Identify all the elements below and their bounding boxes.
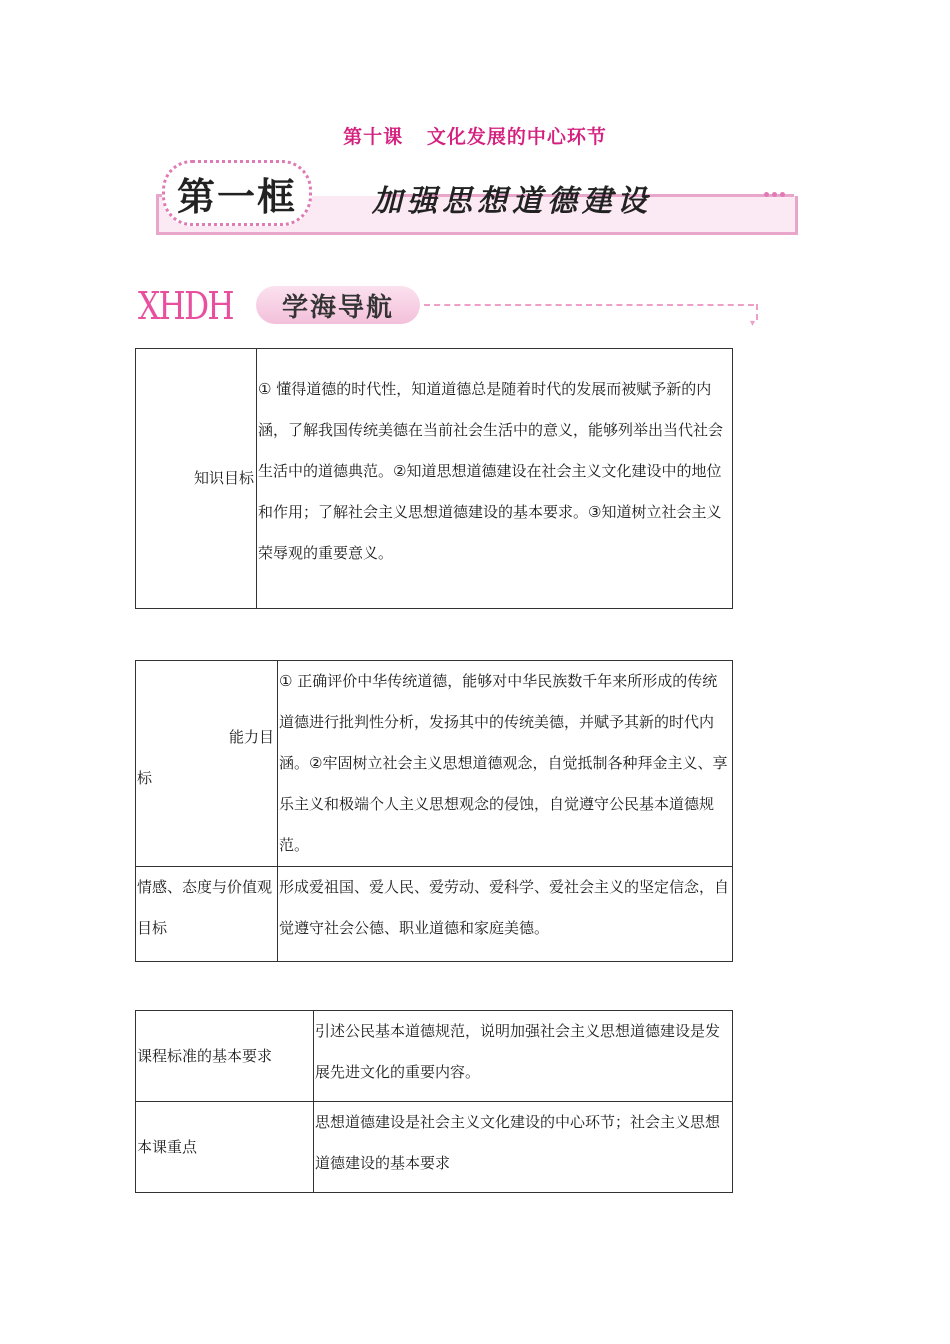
table-row bbox=[136, 1011, 733, 1102]
row-content: 引述公民基本道德规范，说明加强社会主义思想道德建设是发展先进文化的重要内容。 bbox=[314, 1011, 733, 1102]
row-content: ① 懂得道德的时代性，知道道德总是随着时代的发展而被赋予新的内涵，了解我国传统美德在当前社会生活中的意义，能够列举出当代社会生活中的道德典范。②知道思想道德建设在社会主义文化建设中的地位和作用；了解社会主义思想道德建设的基本要求。③知道树立社会主义荣辱观的重要意义。 bbox=[257, 349, 733, 609]
table-row bbox=[136, 661, 733, 867]
row-label: 情感、态度与价值观目标 bbox=[136, 867, 278, 962]
section-logo: XHDH bbox=[138, 284, 233, 328]
table-row bbox=[136, 867, 733, 962]
row-content: ① 正确评价中华传统道德，能够对中华民族数千年来所形成的传统道德进行批判性分析，发扬其中的传统美德，并赋予其新的时代内涵。②牢固树立社会主义思想道德观念，自觉抵制各种拜金主义、享乐主义和极端个人主义思想观念的侵蚀，自觉遵守公民基本道德规范。 bbox=[278, 661, 733, 867]
section-header bbox=[138, 282, 764, 328]
frame-label: 第一框 bbox=[176, 173, 297, 219]
row-content: 形成爱祖国、爱人民、爱劳动、爱科学、爱社会主义的坚定信念，自觉遵守社会公德、职业道德和家庭美德。 bbox=[278, 867, 733, 962]
row-content: 思想道德建设是社会主义文化建设的中心环节；社会主义思想道德建设的基本要求 bbox=[314, 1102, 733, 1193]
lesson-name: 文化发展的中心环节 bbox=[426, 126, 607, 148]
knowledge-goal-table bbox=[135, 348, 733, 609]
arrow-tip-icon: ▾ bbox=[750, 318, 756, 329]
row-label: 课程标准的基本要求 bbox=[136, 1011, 314, 1102]
frame-badge bbox=[162, 160, 312, 226]
lesson-title bbox=[0, 122, 950, 149]
dashed-line bbox=[424, 304, 754, 306]
course-standard-table bbox=[135, 1010, 733, 1193]
frame-title: 加强思想道德建设 bbox=[372, 184, 652, 219]
section-label: 学海导航 bbox=[281, 292, 394, 323]
dots-decoration-icon bbox=[764, 182, 792, 190]
frame-banner bbox=[152, 160, 798, 238]
table-row bbox=[136, 349, 733, 609]
row-label: 能力目标 bbox=[136, 661, 278, 867]
lesson-number: 第十课 bbox=[343, 126, 404, 148]
row-label: 知识目标 bbox=[136, 349, 257, 609]
row-label: 本课重点 bbox=[136, 1102, 314, 1193]
section-pill bbox=[256, 286, 420, 324]
ability-goal-table bbox=[135, 660, 733, 962]
table-row bbox=[136, 1102, 733, 1193]
